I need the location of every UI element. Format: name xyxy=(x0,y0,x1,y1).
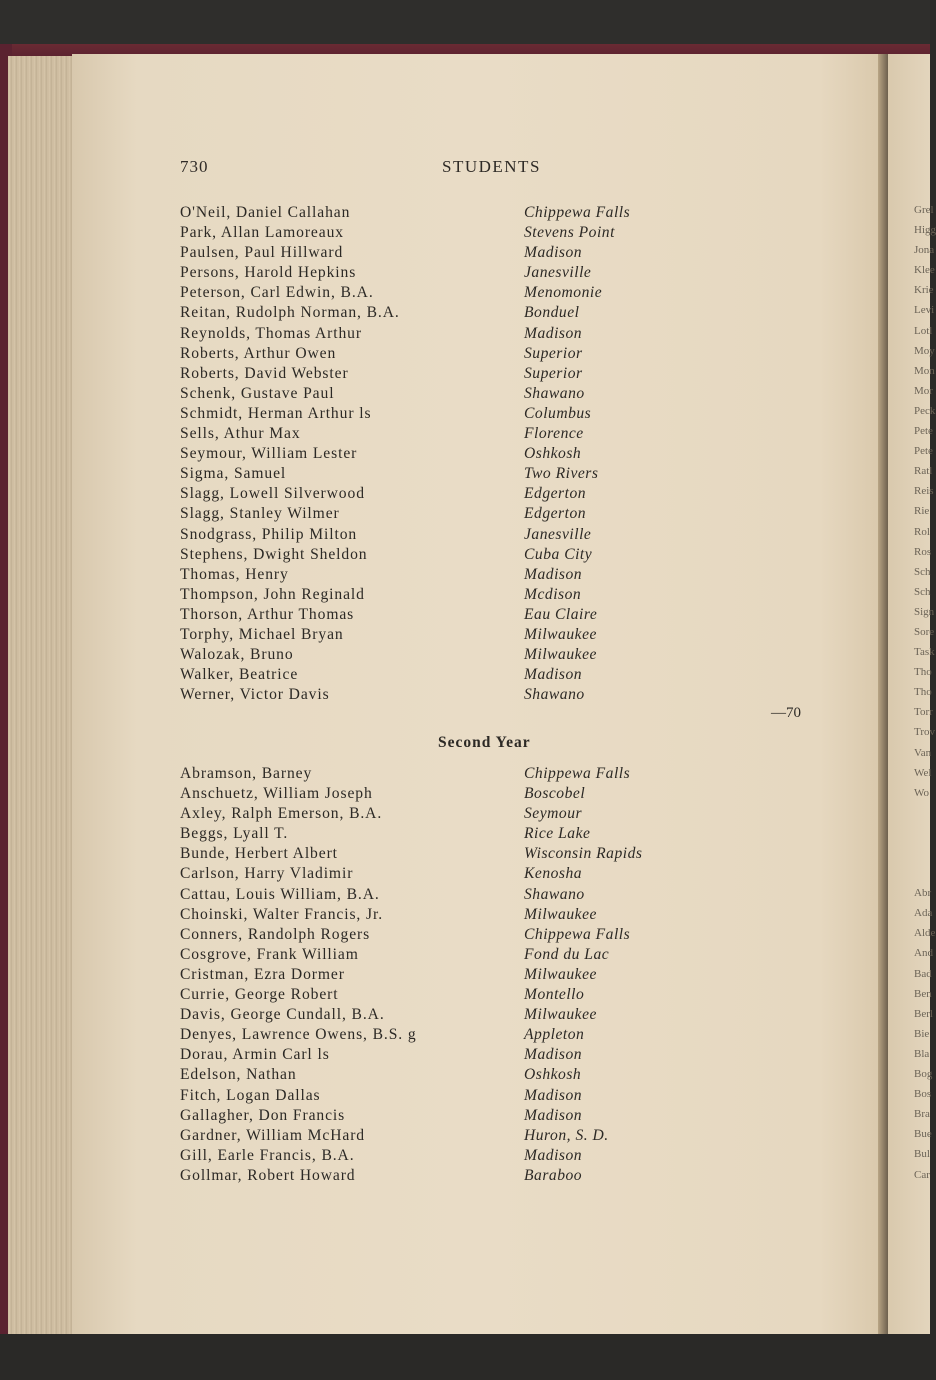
student-entry xyxy=(180,605,720,625)
student-entry xyxy=(180,1065,720,1085)
adjacent-page-line xyxy=(914,823,934,843)
student-entry xyxy=(180,384,720,404)
student-name: Roberts, Arthur Owen xyxy=(180,344,337,362)
student-name: Schenk, Gustave Paul xyxy=(180,384,335,402)
student-hometown: Superior xyxy=(524,364,583,382)
margin-count: —70 xyxy=(771,705,801,721)
student-name: Anschuetz, William Joseph xyxy=(180,785,373,803)
student-entry xyxy=(180,625,720,645)
student-hometown: Two Rivers xyxy=(524,465,599,483)
adjacent-page-line: Sore xyxy=(914,625,935,638)
student-entry xyxy=(180,1025,720,1045)
student-name: Denyes, Lawrence Owens, B.S. g xyxy=(180,1026,417,1044)
student-entry xyxy=(180,985,720,1005)
adjacent-page-line: Pete xyxy=(914,425,933,438)
adjacent-page-line: Bog xyxy=(914,1068,933,1081)
student-hometown: Boscobel xyxy=(524,785,586,803)
student-entry xyxy=(180,525,720,545)
student-entry xyxy=(180,565,720,585)
student-hometown: Chippewa Falls xyxy=(524,204,631,221)
student-entry xyxy=(180,404,720,424)
student-hometown: Milwaukee xyxy=(524,1006,597,1024)
student-name: Sigma, Samuel xyxy=(180,465,287,483)
student-entry xyxy=(180,1166,720,1186)
student-entry xyxy=(180,364,720,384)
adjacent-page-line: And xyxy=(914,947,933,960)
adjacent-page-line: Grel xyxy=(914,204,934,216)
adjacent-page-line: Lotl xyxy=(914,324,933,337)
student-entry xyxy=(180,504,720,524)
adjacent-page-line xyxy=(914,803,934,823)
student-hometown: Edgerton xyxy=(524,505,587,523)
adjacent-page-line: Ben xyxy=(914,987,932,1000)
adjacent-page-line: Ros xyxy=(914,545,932,558)
adjacent-page-line: Bra xyxy=(914,1108,930,1121)
student-name: Paulsen, Paul Hillward xyxy=(180,244,344,262)
adjacent-page-line: Alde xyxy=(914,927,936,940)
page-header xyxy=(180,157,580,181)
student-name: Werner, Victor Davis xyxy=(180,686,330,704)
section-heading-second-year: Second Year xyxy=(438,734,531,751)
student-name: Currie, George Robert xyxy=(180,986,339,1004)
student-entry xyxy=(180,585,720,605)
student-list-second-year xyxy=(180,764,720,1186)
student-name: Beggs, Lyall T. xyxy=(180,825,289,843)
student-hometown: Madison xyxy=(524,1146,583,1164)
adjacent-page-line: Higg xyxy=(914,224,936,237)
student-name: Edelson, Nathan xyxy=(180,1066,297,1084)
student-hometown: Menomonie xyxy=(524,284,603,302)
student-name: Sells, Athur Max xyxy=(180,425,301,443)
adjacent-page-line: Wo xyxy=(914,786,930,799)
student-entry xyxy=(180,925,720,945)
student-entry xyxy=(180,885,720,905)
student-hometown: Madison xyxy=(524,1046,583,1064)
adjacent-page-line: Sign xyxy=(914,605,935,618)
student-entry xyxy=(180,1146,720,1166)
student-name: Thompson, John Reginald xyxy=(180,585,365,603)
student-name: Reynolds, Thomas Arthur xyxy=(180,324,362,342)
student-hometown: Shawano xyxy=(524,686,585,704)
student-hometown: Shawano xyxy=(524,885,585,903)
student-name: Thorson, Arthur Thomas xyxy=(180,605,355,623)
adjacent-page-line: Peck xyxy=(914,404,936,417)
adjacent-page-line: Ratl xyxy=(914,465,933,478)
student-name: Slagg, Stanley Wilmer xyxy=(180,505,340,523)
adjacent-page-line: Abr xyxy=(914,887,932,900)
scan-background-bottom xyxy=(0,1334,930,1380)
adjacent-page-line: Mor xyxy=(914,384,933,397)
student-entry xyxy=(180,203,720,223)
student-hometown: Milwaukee xyxy=(524,905,597,923)
adjacent-page-line: Bos xyxy=(914,1088,932,1101)
student-entry xyxy=(180,545,720,565)
student-hometown: Madison xyxy=(524,244,583,262)
student-entry xyxy=(180,945,720,965)
adjacent-page-line: Krie xyxy=(914,284,934,297)
student-hometown: Milwaukee xyxy=(524,625,597,643)
student-entry xyxy=(180,303,720,323)
student-hometown: Appleton xyxy=(524,1026,585,1044)
student-hometown: Oshkosh xyxy=(524,445,582,463)
student-name: Roberts, David Webster xyxy=(180,364,349,382)
student-hometown: Baraboo xyxy=(524,1166,583,1184)
student-hometown: Edgerton xyxy=(524,485,587,503)
student-hometown: Madison xyxy=(524,1106,583,1124)
adjacent-page-line: Bul xyxy=(914,1148,930,1161)
student-name: Conners, Randolph Rogers xyxy=(180,925,371,943)
adjacent-page-line: Sch xyxy=(914,565,931,578)
adjacent-page-line: Ada xyxy=(914,907,933,920)
adjacent-page-line: Levi xyxy=(914,304,935,317)
adjacent-page-line: Torr xyxy=(914,706,933,719)
student-hometown: Rice Lake xyxy=(524,825,591,843)
student-name: Gollmar, Robert Howard xyxy=(180,1166,356,1184)
adjacent-page-line: Car xyxy=(914,1168,930,1181)
adjacent-page-line: Task xyxy=(914,646,935,659)
student-entry xyxy=(180,1086,720,1106)
adjacent-page-line: Berl xyxy=(914,1007,933,1020)
student-name: Slagg, Lowell Silverwood xyxy=(180,485,365,503)
student-name: Dorau, Armin Carl ls xyxy=(180,1046,330,1064)
adjacent-page-line: Tho xyxy=(914,666,932,679)
adjacent-page-line: Jona xyxy=(914,244,935,257)
student-name: Walker, Beatrice xyxy=(180,666,299,684)
student-entry xyxy=(180,283,720,303)
adjacent-page-line: Klee xyxy=(914,264,935,277)
student-entry xyxy=(180,1005,720,1025)
adjacent-page-line: Rol xyxy=(914,525,930,538)
student-hometown: Montello xyxy=(524,986,585,1004)
student-hometown: Stevens Point xyxy=(524,224,615,242)
student-name: Choinski, Walter Francis, Jr. xyxy=(180,905,384,923)
student-entry xyxy=(180,844,720,864)
student-name: Cosgrove, Frank William xyxy=(180,945,359,963)
student-entry xyxy=(180,1045,720,1065)
student-hometown: Wisconsin Rapids xyxy=(524,845,643,863)
student-hometown: Chippewa Falls xyxy=(524,765,631,782)
student-name: Walozak, Bruno xyxy=(180,646,294,664)
page-number: 730 xyxy=(180,157,209,176)
adjacent-page-line: Bie xyxy=(914,1027,930,1040)
student-name: Gill, Earle Francis, B.A. xyxy=(180,1146,355,1164)
adjacent-page-line: Bla xyxy=(914,1047,930,1060)
student-name: Cattau, Louis William, B.A. xyxy=(180,885,380,903)
student-name: Snodgrass, Philip Milton xyxy=(180,525,358,543)
student-name: Carlson, Harry Vladimir xyxy=(180,865,354,883)
student-entry xyxy=(180,464,720,484)
student-entry xyxy=(180,263,720,283)
student-hometown: Madison xyxy=(524,1086,583,1104)
student-name: Davis, George Cundall, B.A. xyxy=(180,1006,385,1024)
student-hometown: Columbus xyxy=(524,404,592,422)
running-head: STUDENTS xyxy=(442,157,541,176)
student-hometown: Bonduel xyxy=(524,304,580,322)
student-entry xyxy=(180,824,720,844)
adjacent-page-line: Rie xyxy=(914,505,930,518)
adjacent-page-line: Mon xyxy=(914,364,935,377)
adjacent-page-line xyxy=(914,863,934,883)
student-hometown: Huron, S. D. xyxy=(524,1126,609,1144)
student-hometown: Kenosha xyxy=(524,865,583,883)
student-name: Fitch, Logan Dallas xyxy=(180,1086,321,1104)
student-entry xyxy=(180,665,720,685)
adjacent-page-line: Pete xyxy=(914,445,933,458)
student-entry xyxy=(180,444,720,464)
page-stack-edges xyxy=(8,56,76,1336)
adjacent-page-line: Moy xyxy=(914,344,935,357)
student-entry xyxy=(180,784,720,804)
student-name: Stephens, Dwight Sheldon xyxy=(180,545,368,563)
student-hometown: Eau Claire xyxy=(524,605,598,623)
student-hometown: Oshkosh xyxy=(524,1066,582,1084)
student-hometown: Superior xyxy=(524,344,583,362)
student-name: Bunde, Herbert Albert xyxy=(180,845,338,863)
adjacent-page-line: Sch xyxy=(914,585,931,598)
student-hometown: Chippewa Falls xyxy=(524,925,631,943)
student-name: Gallagher, Don Francis xyxy=(180,1106,346,1124)
student-name: Seymour, William Lester xyxy=(180,445,358,463)
page-gutter xyxy=(878,54,888,1334)
student-entry xyxy=(180,804,720,824)
student-entry xyxy=(180,324,720,344)
student-entry xyxy=(180,1106,720,1126)
scan-background xyxy=(0,0,930,48)
adjacent-page-text xyxy=(914,200,934,1185)
student-hometown: Seymour xyxy=(524,805,583,823)
student-name: Gardner, William McHard xyxy=(180,1126,366,1144)
student-hometown: Cuba City xyxy=(524,545,593,563)
student-entry xyxy=(180,1126,720,1146)
student-entry xyxy=(180,645,720,665)
student-list-first xyxy=(180,203,720,705)
student-hometown: Milwaukee xyxy=(524,646,597,664)
student-hometown: Madison xyxy=(524,565,583,583)
student-name: Schmidt, Herman Arthur ls xyxy=(180,404,372,422)
student-entry xyxy=(180,965,720,985)
adjacent-page-line: Bad xyxy=(914,967,932,980)
student-hometown: Fond du Lac xyxy=(524,945,610,963)
adjacent-page-line: Wel xyxy=(914,766,932,779)
student-entry xyxy=(180,905,720,925)
student-name: Reitan, Rudolph Norman, B.A. xyxy=(180,304,400,322)
adjacent-page-line: Van xyxy=(914,746,932,759)
adjacent-page-line: Tho xyxy=(914,686,932,699)
student-hometown: Janesville xyxy=(524,264,592,282)
student-name: Torphy, Michael Bryan xyxy=(180,625,344,643)
student-hometown: Janesville xyxy=(524,525,592,543)
student-hometown: Madison xyxy=(524,324,583,342)
student-entry xyxy=(180,864,720,884)
student-name: O'Neil, Daniel Callahan xyxy=(180,204,351,221)
student-entry xyxy=(180,223,720,243)
adjacent-page-line xyxy=(914,843,934,863)
adjacent-page-line: Trov xyxy=(914,726,935,739)
adjacent-page-line: Bue xyxy=(914,1128,932,1141)
student-entry xyxy=(180,685,720,705)
student-hometown: Shawano xyxy=(524,384,585,402)
student-name: Park, Allan Lamoreaux xyxy=(180,224,344,242)
student-entry xyxy=(180,243,720,263)
student-entry xyxy=(180,424,720,444)
student-hometown: Milwaukee xyxy=(524,965,597,983)
student-name: Thomas, Henry xyxy=(180,565,289,583)
student-name: Peterson, Carl Edwin, B.A. xyxy=(180,284,374,302)
student-entry xyxy=(180,484,720,504)
adjacent-page-line: Reis xyxy=(914,485,934,498)
student-name: Abramson, Barney xyxy=(180,765,313,782)
student-entry xyxy=(180,344,720,364)
student-hometown: Florence xyxy=(524,425,584,443)
student-hometown: Mcdison xyxy=(524,585,582,603)
student-entry xyxy=(180,764,720,784)
student-hometown: Madison xyxy=(524,666,583,684)
student-name: Cristman, Ezra Dormer xyxy=(180,965,345,983)
student-name: Axley, Ralph Emerson, B.A. xyxy=(180,805,383,823)
student-name: Persons, Harold Hepkins xyxy=(180,264,357,282)
